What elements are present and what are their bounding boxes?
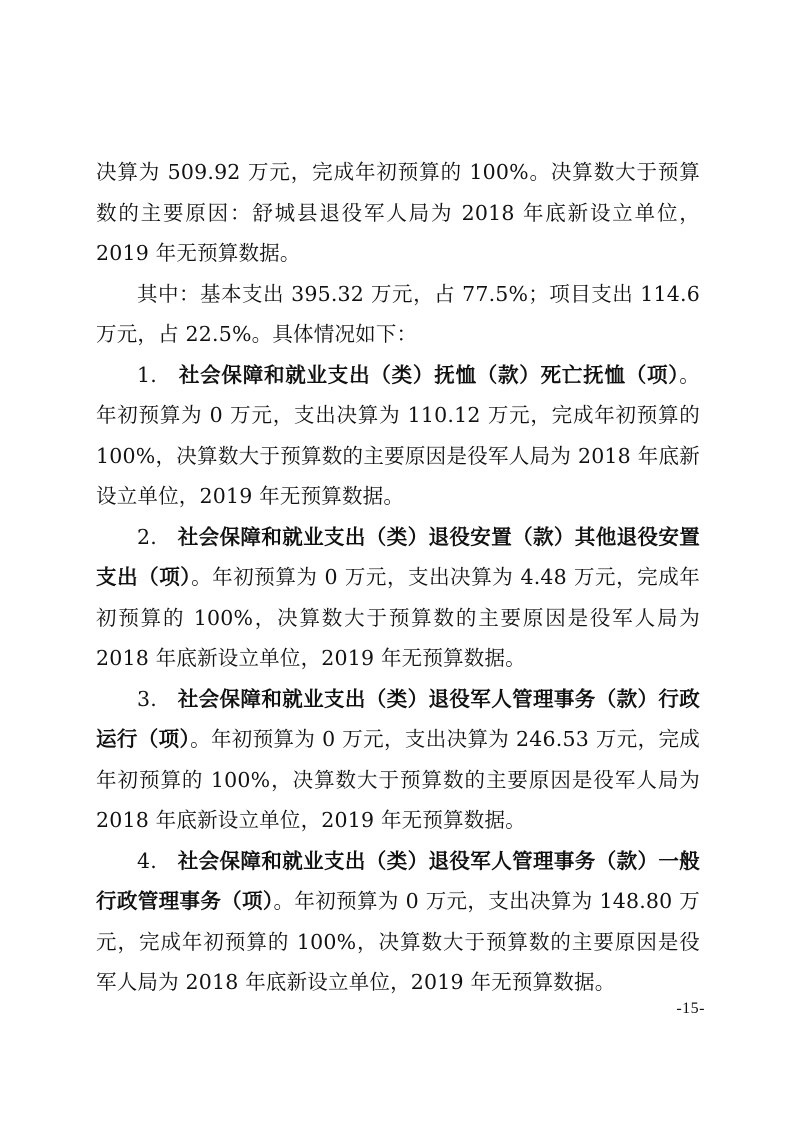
list-item-1 (96, 355, 700, 517)
document-body (96, 152, 700, 1003)
list-item-heading: 社会保障和就业支出（类）抚恤（款）死亡抚恤（项） (178, 362, 680, 387)
list-item-body: 。年初预算为 0 万元，支出决算为 110.12 万元，完成年初预算的 100%，决算数大于预算数的主要原因是役军人局为 2018 年底新设立单位，2019 年无预算数据。 (96, 362, 700, 508)
list-item-number: 3. (137, 686, 157, 711)
list-item-heading: 社会保障和就业支出（类）退役军人管理事务（款）行政运行（项） (96, 686, 700, 751)
list-item-heading: 社会保障和就业支出（类）退役安置（款）其他退役安置支出（项） (96, 524, 700, 589)
paragraph-text: 其中：基本支出 395.32 万元，占 77.5%；项目支出 114.6 万元，占 22.5%。具体情况如下： (96, 281, 700, 346)
paragraph-expenditure-breakdown (96, 274, 700, 355)
list-item-heading: 社会保障和就业支出（类）退役军人管理事务（款）一般行政管理事务（项） (96, 848, 700, 913)
paragraph-summary-continuation (96, 152, 700, 274)
list-item-4 (96, 841, 700, 1003)
list-item-body: 。年初预算为 0 万元，支出决算为 4.48 万元，完成年初预算的 100%，决算数大于预算数的主要原因是役军人局为 2018 年底新设立单位，2019 年无预算数据。 (96, 565, 700, 670)
list-item-body: 。年初预算为 0 万元，支出决算为 246.53 万元，完成年初预算的 100%，决算数大于预算数的主要原因是役军人局为 2018 年底新设立单位，2019 年无预算数据。 (96, 727, 701, 832)
list-item-number: 4. (137, 848, 157, 873)
list-item-number: 1. (137, 362, 157, 387)
list-item-number: 2. (137, 524, 157, 549)
list-item-body: 。年初预算为 0 万元，支出决算为 148.80 万元，完成年初预算的 100%，决算数大于预算数的主要原因是役军人局为 2018 年底新设立单位，2019 年无预算数据。 (96, 889, 700, 994)
list-item-2 (96, 517, 700, 679)
paragraph-text: 决算为 509.92 万元，完成年初预算的 100%。决算数大于预算数的主要原因：舒城县退役军人局为 2018 年底新设立单位，2019 年无预算数据。 (96, 160, 700, 265)
page-number: -15- (676, 1000, 705, 1017)
list-item-3 (96, 679, 700, 841)
